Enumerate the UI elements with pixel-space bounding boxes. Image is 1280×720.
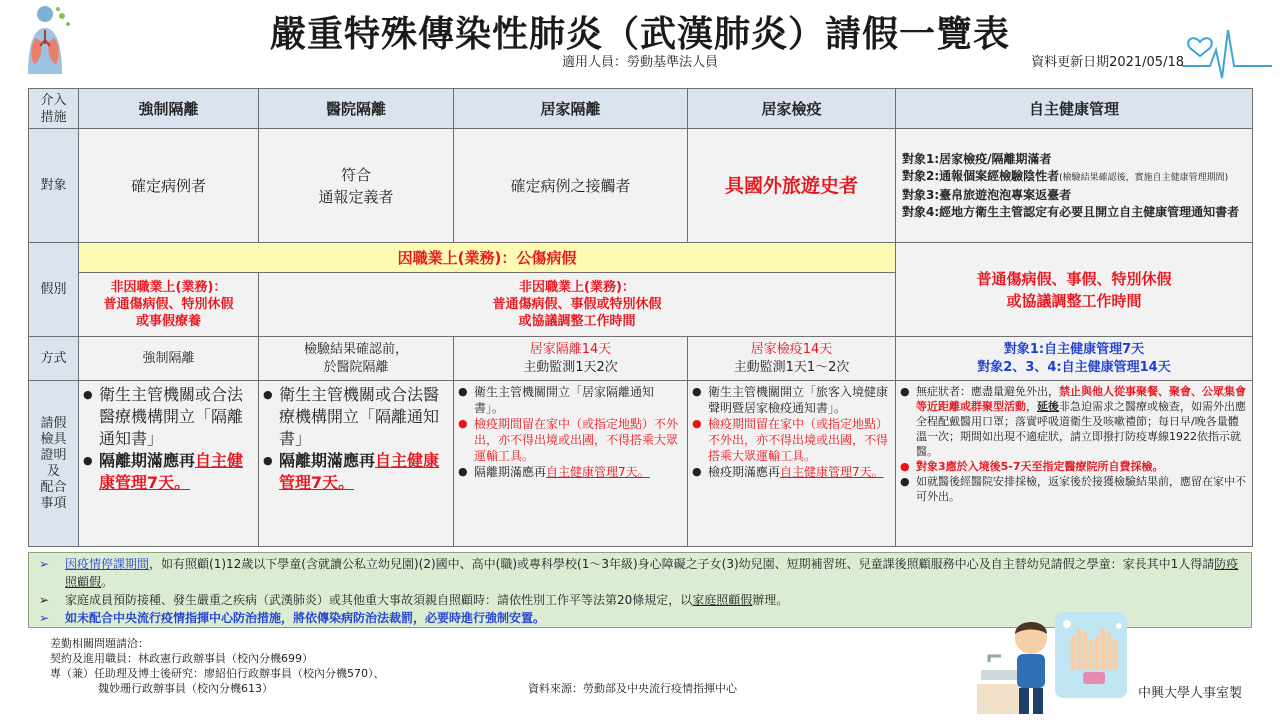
col-header-home-isolation: 居家隔離: [454, 89, 688, 129]
target-cell-self-mgmt: [896, 129, 1253, 243]
method-self-mgmt: 對象1:自主健康管理7天 對象2、3、4:自主健康管理14天: [896, 337, 1253, 381]
doc-item: ● 無症狀者：應盡量避免外出，禁止與他人從事聚餐、聚會、公眾集會等近距離或群聚型活動，延後非急迫需求之醫療或檢查，如需外出應全程配戴醫用口罩；落實呼吸道衛生及咳嗽禮節；每日早/晚各量體溫一次；期間如出現不適症狀，請立即撥打防疫專線1922依指示就醫。: [900, 384, 1248, 459]
doc-item: ● 隔離期滿應再自主健康管理7天。: [263, 450, 449, 494]
target-1: 對象1:居家檢疫/隔離期滿者: [902, 151, 1052, 166]
method-mandatory: 強制隔離: [79, 337, 259, 381]
issuer: 中興大學人事室製: [1138, 686, 1243, 701]
row-label-target: 對象: [29, 129, 79, 243]
docs-self-mgmt: [896, 381, 1253, 547]
target-3: 對象3:臺帛旅遊泡泡專案返臺者: [902, 187, 1072, 202]
arrow-icon: ➢: [39, 611, 50, 625]
doc-item: ● 隔離期滿應再自主健康管理7天。: [458, 464, 683, 480]
doc-item: ● 隔離期滿應再自主健康管理7天。: [83, 450, 254, 494]
documents-row: [29, 381, 1253, 547]
page-title: 嚴重特殊傳染性肺炎（武漢肺炎）請假一覽表: [269, 14, 1010, 55]
arrow-icon: ➢: [39, 557, 50, 571]
arrow-icon: ➢: [39, 593, 50, 607]
doc-item: ● 衛生主管機關開立「居家隔離通知書」。: [458, 384, 683, 416]
occupational-leave: 因職業上(業務)：公傷病假: [79, 243, 896, 273]
target-4: 對象4:經地方衛生主管認定有必要且開立自主健康管理通知書者: [902, 204, 1240, 219]
note-item: ➢ 因疫情停課期間，如有照顧(1)12歲以下學童(含就讀公私立幼兒園)(2)國中、高中(職)或專科學校(1～3年級)身心障礙之子女(3)幼兒園、短期補習班、兒童課後照顧服務中心及自主替幼兒請假之學童：家長其中1人得請防疫照顧假。: [39, 557, 1239, 589]
docs-home-isolation: [454, 381, 688, 547]
header-row: [29, 89, 1253, 129]
doc-item: ● 檢疫期間留在家中（或指定地點）不外出，亦不得出境或出國，不得搭乘大眾運輸工具。: [458, 416, 683, 464]
leave-table: [28, 88, 1253, 547]
docs-hospital: [259, 381, 454, 547]
row-label-method: 方式: [29, 337, 79, 381]
non-occupational-leave-isolation: 非因職業上(業務)： 普通傷病假、特別休假 或事假療養: [79, 273, 259, 337]
doc-item: ● 檢疫期滿應再自主健康管理7天。: [692, 464, 891, 480]
col-header-hospital-isolation: 醫院隔離: [259, 89, 454, 129]
col-header-mandatory-isolation: 強制隔離: [79, 89, 259, 129]
method-home-isolation: 居家隔離14天 主動監測1天2次: [454, 337, 688, 381]
doc-item: ● 衛生主管機關開立「旅客入境健康聲明暨居家檢疫通知書」。: [692, 384, 891, 416]
target-row: [29, 129, 1253, 243]
child-handwash-illustration: [975, 598, 1130, 718]
target-cell: 確定病例者: [79, 129, 259, 243]
target-cell-travel: 具國外旅遊史者: [688, 129, 896, 243]
row-label-documents: 請假 檢具 證明 及 配合 事項: [29, 381, 79, 547]
page-subtitle: 適用人員：勞動基準法人員: [561, 55, 718, 70]
target-cell: 符合 通報定義者: [259, 129, 454, 243]
self-mgmt-leave: 普通傷病假、事假、特別休假 或協議調整工作時間: [896, 243, 1253, 337]
note-item: ➢ 如未配合中央流行疫情指揮中心防治措施，將依傳染病防治法裁罰，必要時進行強制安置。: [39, 611, 546, 625]
docs-home-quarantine: [688, 381, 896, 547]
contact-info: 差勤相關問題請洽： 契約及進用職員：林政憲行政辦事員（校內分機699） 專（兼）任助理及博士後研究：廖紹伯行政辦事員（校內分機570）、 魏妙珊行政辦事員（校內分機613）: [50, 637, 385, 695]
data-source: 資料來源：勞動部及中央流行疫情指揮中心: [528, 682, 737, 695]
doc-item: ● 衛生主管機關或合法醫療機構開立「隔離通知書」: [83, 384, 254, 450]
docs-mandatory: [79, 381, 259, 547]
note-item: ➢ 家庭成員預防接種、發生嚴重之疾病（武漢肺炎）或其他重大事故須親自照顧時：請依性別工作平等法第20條規定，以家庭照顧假辦理。: [39, 593, 789, 607]
method-row: [29, 337, 1253, 381]
col-header-home-quarantine: 居家檢疫: [688, 89, 896, 129]
target-2: 對象2:通報個案經檢驗陰性者(檢驗結果確認後，實施自主健康管理期間): [902, 168, 1229, 183]
leave-row-top: [29, 243, 1253, 273]
update-date: 資料更新日期2021/05/18: [1031, 55, 1184, 70]
target-cell: 確定病例之接觸者: [454, 129, 688, 243]
row-label-leave: 假別: [29, 243, 79, 337]
doc-item: ● 檢疫期間留在家中（或指定地點）不外出，亦不得出境或出國，不得搭乘大眾運輸工具。: [692, 416, 891, 464]
doc-item: ● 如就醫後經醫院安排採檢，返家後於接獲檢驗結果前，應留在家中不可外出。: [900, 474, 1248, 504]
corner-label: 介入 措施: [29, 89, 79, 129]
method-hospital: 檢驗結果確認前， 於醫院隔離: [259, 337, 454, 381]
method-home-quarantine: 居家檢疫14天 主動監測1天1～2次: [688, 337, 896, 381]
doc-item: ● 衛生主管機關或合法醫療機構開立「隔離通知書」: [263, 384, 449, 450]
doc-item: ● 對象3應於入境後5-7天至指定醫療院所自費採檢。: [900, 459, 1248, 474]
col-header-self-health-management: 自主健康管理: [896, 89, 1253, 129]
non-occupational-leave-other: 非因職業上(業務)： 普通傷病假、事假或特別休假 或協議調整工作時間: [259, 273, 896, 337]
